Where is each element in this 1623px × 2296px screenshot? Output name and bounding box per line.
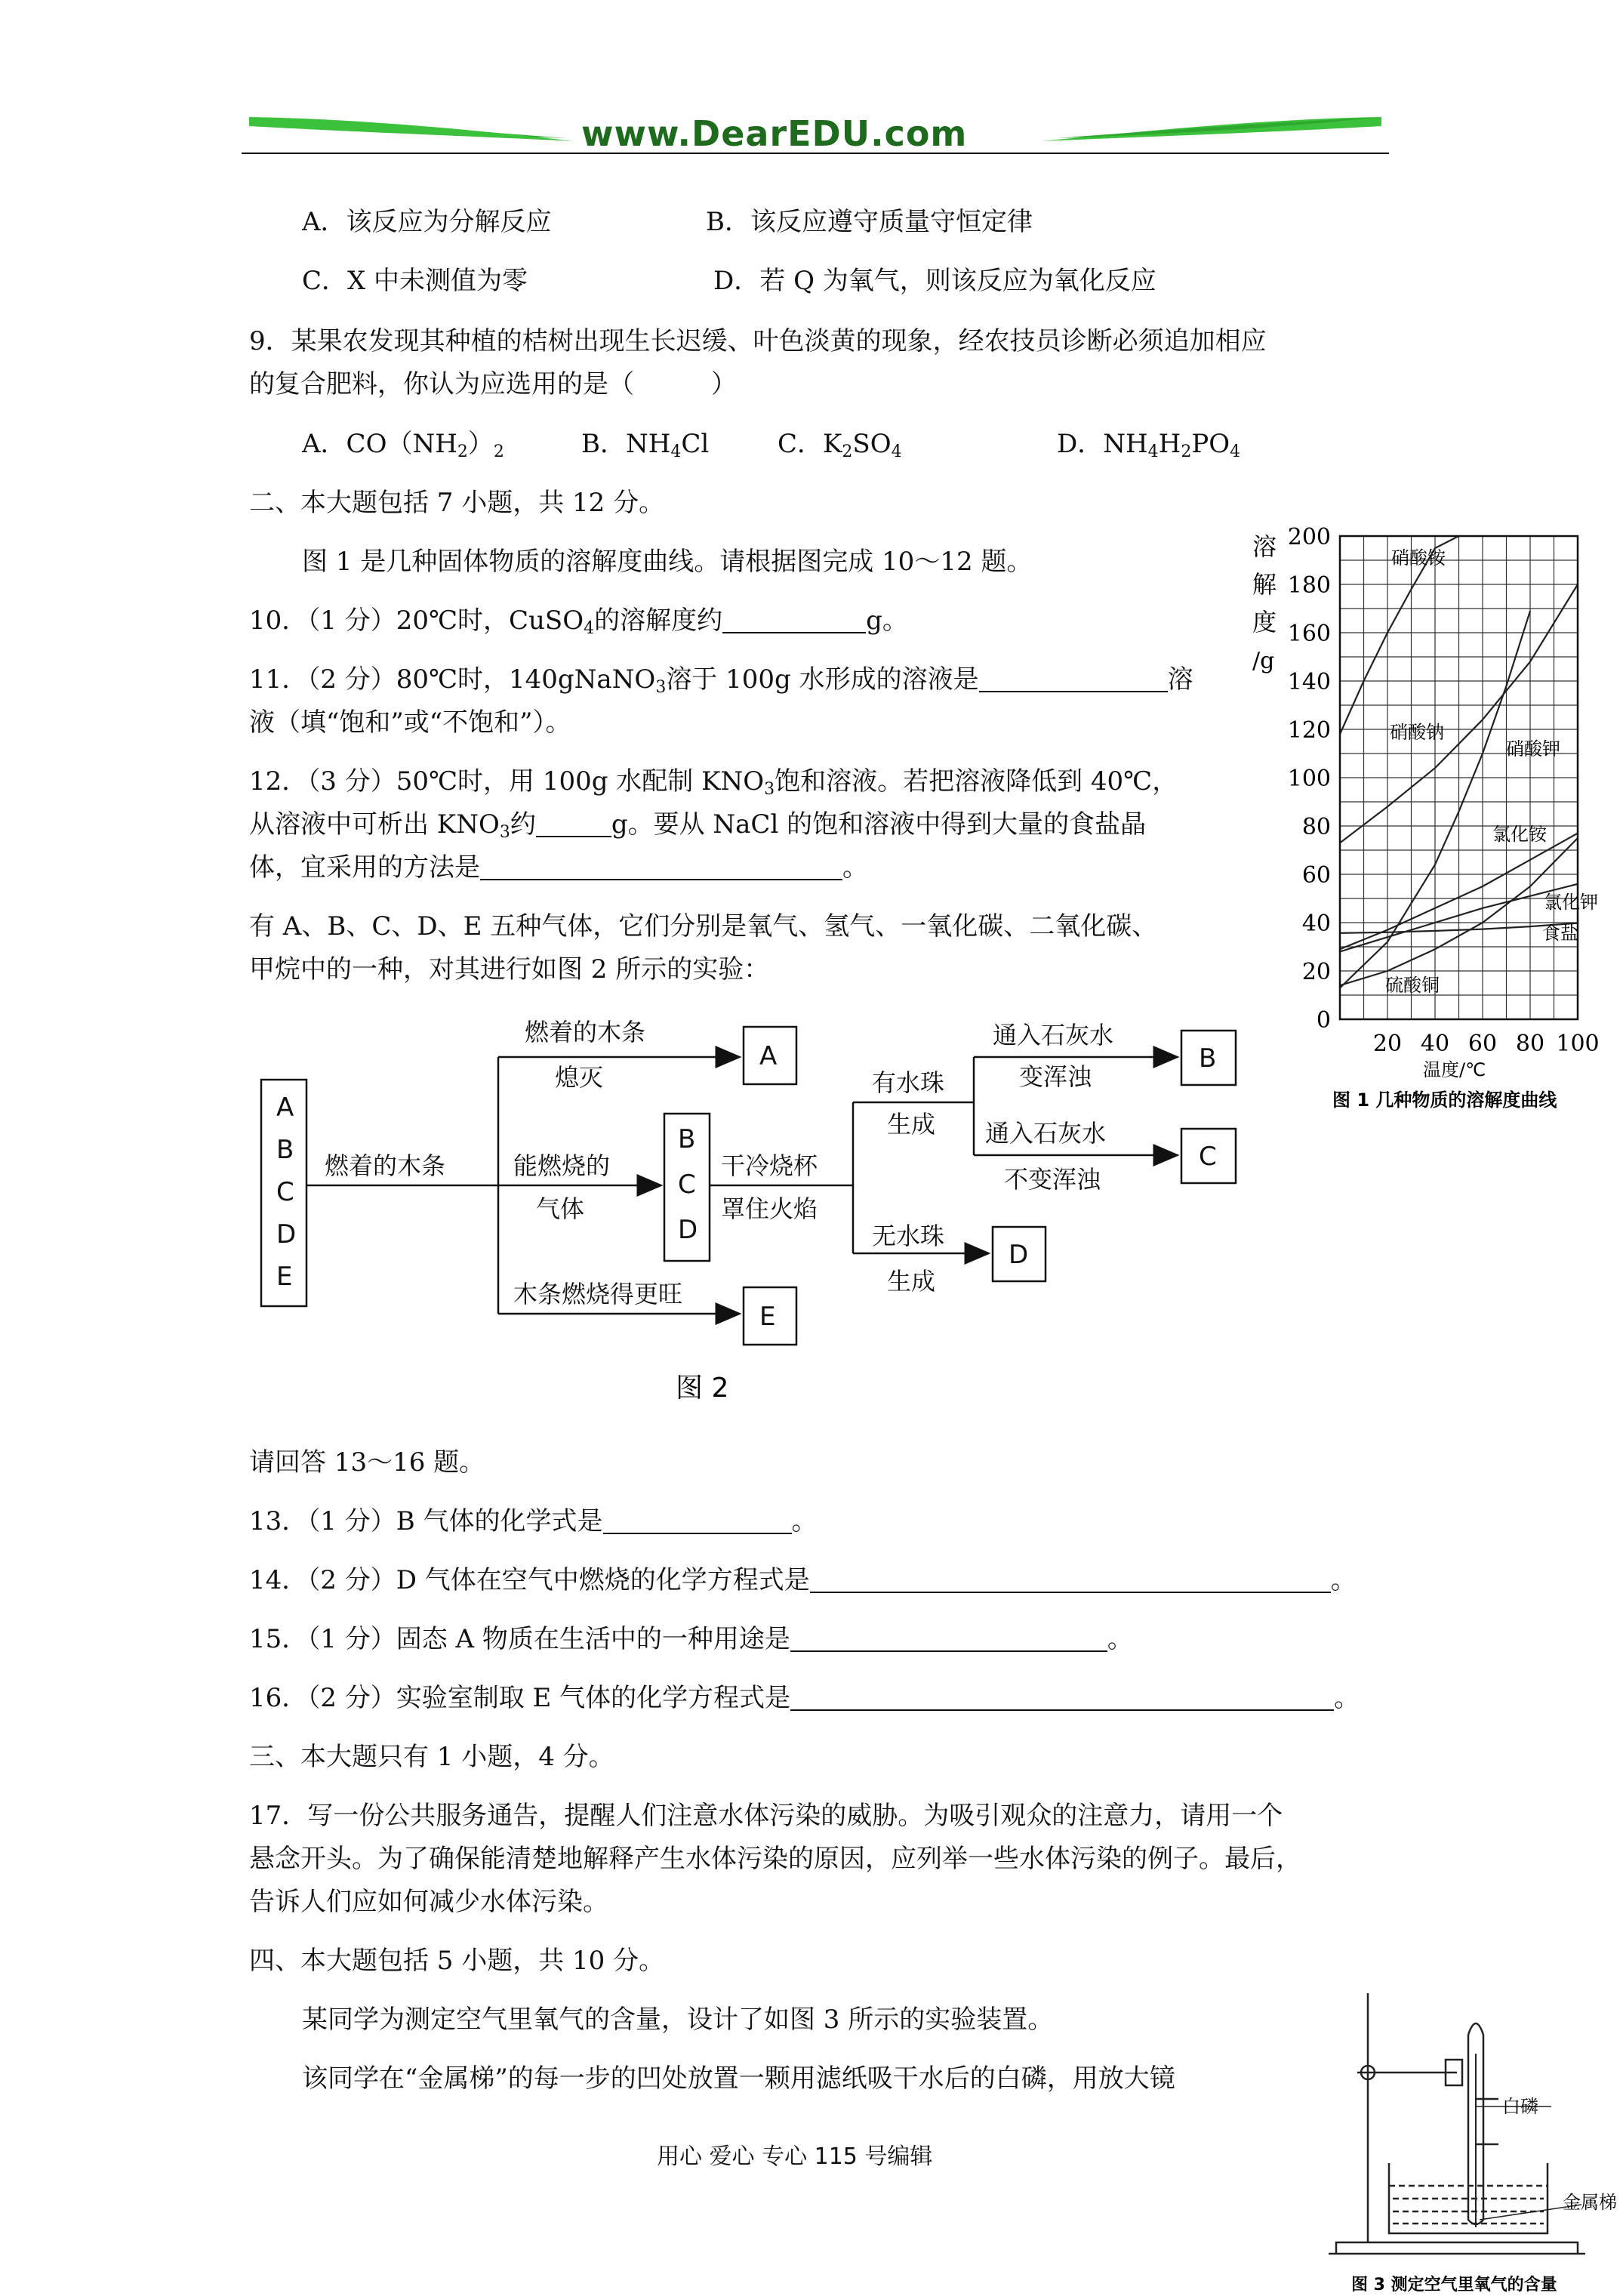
- label-metal-ladder: 金属梯: [1563, 2192, 1617, 2213]
- q8-option-a: A．该反应为分解反应: [302, 207, 552, 237]
- y-tick-label: 120: [1287, 717, 1331, 744]
- x-tick-label: 20: [1372, 1031, 1403, 1057]
- y-tick-label: 20: [1301, 959, 1331, 985]
- q16: 16．（2 分）实验室制取 E 气体的化学方程式是 。: [249, 1683, 1360, 1713]
- q13: 13．（1 分）B 气体的化学式是 。: [249, 1506, 818, 1536]
- start-letter-e: E: [276, 1262, 293, 1292]
- mid-letter-b: B: [678, 1124, 696, 1154]
- x-tick-label: 40: [1420, 1031, 1450, 1057]
- label-combustible-1: 能燃烧的: [513, 1151, 611, 1180]
- page-footer: 用心 爱心 专心 115 号编辑: [657, 2143, 933, 2170]
- y-label-char-1: 溶: [1252, 532, 1277, 561]
- label-water-1: 有水珠: [872, 1068, 945, 1097]
- label-nacl: 食盐: [1542, 923, 1578, 944]
- label-cup-1: 干冷烧杯: [721, 1151, 818, 1180]
- q17-line1: 17．写一份公共服务通告，提醒人们注意水体污染的威胁。为吸引观众的注意力，请用一个: [249, 1801, 1283, 1831]
- label-cuso4: 硫酸铜: [1385, 975, 1440, 996]
- y-tick-label: 100: [1287, 766, 1331, 792]
- figure3-apparatus: [1321, 1993, 1623, 2296]
- site-logo: www.DearEDU.com: [581, 113, 968, 154]
- q11-line1: 11．（2 分）80℃时，140gNaNO$_3$溶于 100g 水形成的溶液是 溶: [249, 664, 1193, 697]
- figure1-caption: 图 1 几种物质的溶解度曲线: [1332, 1089, 1557, 1111]
- box-b-label: B: [1199, 1043, 1217, 1074]
- section2-heading: 二、本大题包括 7 小题，共 12 分。: [249, 488, 665, 518]
- x-tick-label: 100: [1556, 1031, 1600, 1057]
- start-letter-a: A: [276, 1093, 294, 1123]
- start-letter-d: D: [276, 1219, 297, 1250]
- label-extinguish-1: 燃着的木条: [525, 1018, 646, 1046]
- y-tick-label: 80: [1301, 814, 1331, 840]
- section4-line1: 某同学为测定空气里氧气的含量，设计了如图 3 所示的实验装置。: [302, 2005, 1054, 2035]
- y-tick-label: 40: [1301, 911, 1331, 937]
- label-brighter: 木条燃烧得更旺: [513, 1280, 683, 1308]
- q14: 14．（2 分）D 气体在空气中燃烧的化学方程式是 。: [249, 1565, 1357, 1595]
- y-label-char-3: 度: [1252, 608, 1277, 636]
- figure2-caption: 图 2: [676, 1373, 729, 1404]
- box-e-label: E: [759, 1302, 776, 1332]
- q9-option-c: C．$K_2SO_4$: [778, 429, 902, 461]
- y-label-char-2: 解: [1252, 570, 1277, 599]
- label-nano3: 硝酸钠: [1390, 722, 1444, 743]
- q17-line3: 告诉人们应如何减少水体污染。: [249, 1887, 608, 1917]
- mid-letter-d: D: [678, 1215, 698, 1245]
- section3-heading: 三、本大题只有 1 小题，4 分。: [249, 1742, 614, 1772]
- q9-option-a: A．$CO(NH_2)_2$: [302, 429, 504, 461]
- box-d-label: D: [1009, 1240, 1029, 1270]
- gas-intro-line2: 甲烷中的一种，对其进行如图 2 所示的实验：: [249, 954, 770, 985]
- q13-16-intro: 请回答 13～16 题。: [249, 1447, 485, 1478]
- q17-line2: 悬念开头。为了确保能清楚地解释产生水体污染的原因，应列举一些水体污染的例子。最后，: [249, 1844, 1301, 1874]
- q11-answer-blank[interactable]: [979, 665, 1168, 692]
- q9-option-b: B．$NH_4Cl$: [581, 429, 710, 461]
- label-cup-2: 罩住火焰: [721, 1194, 818, 1223]
- label-kno3: 硝酸钾: [1506, 738, 1560, 760]
- figure1-solubility-chart: [1242, 521, 1623, 1117]
- q10-answer-blank[interactable]: [722, 606, 866, 633]
- q12-method-blank[interactable]: [480, 853, 842, 880]
- label-lime-2a: 通入石灰水: [985, 1119, 1107, 1148]
- x-tick-label: 80: [1515, 1031, 1545, 1057]
- y-tick-label: 60: [1301, 862, 1331, 889]
- label-nh4no3: 硝酸铵: [1391, 547, 1446, 569]
- q8-option-b: B．该反应遵守质量守恒定律: [706, 207, 1033, 237]
- x-tick-label: 60: [1467, 1031, 1498, 1057]
- q8-option-c: C．X 中未测值为零: [302, 266, 528, 296]
- q12-line3: 体，宜采用的方法是 。: [249, 852, 868, 883]
- section4-heading: 四、本大题包括 5 小题，共 10 分。: [249, 1946, 665, 1976]
- start-letter-c: C: [276, 1177, 294, 1207]
- y-tick-label: 160: [1287, 621, 1331, 647]
- start-letter-b: B: [276, 1135, 294, 1165]
- section2-intro: 图 1 是几种固体物质的溶解度曲线。请根据图完成 10～12 题。: [302, 547, 1033, 577]
- q9-line1: 9．某果农发现其种植的桔树出现生长迟缓、叶色淡黄的现象，经农技员诊断必须追加相应: [249, 326, 1267, 356]
- y-tick-labels: [1288, 524, 1331, 1034]
- q16-answer-blank[interactable]: [790, 1684, 1334, 1711]
- y-tick-label: 200: [1287, 524, 1331, 550]
- figure3-caption: 图 3 测定空气里氧气的含量: [1351, 2276, 1557, 2294]
- label-nowater-2: 生成: [887, 1267, 936, 1296]
- q13-answer-blank[interactable]: [603, 1507, 792, 1534]
- box-c-label: C: [1199, 1142, 1217, 1172]
- q14-answer-blank[interactable]: [810, 1566, 1331, 1593]
- label-burning-stick: 燃着的木条: [325, 1151, 446, 1180]
- q10: 10．（1 分）20℃时，CuSO$_4$的溶解度约 g。: [249, 606, 908, 638]
- gas-intro-line1: 有 A、B、C、D、E 五种气体，它们分别是氧气、氢气、一氧化碳、二氧化碳、: [249, 911, 1158, 942]
- label-white-phosphorus: 白磷: [1502, 2096, 1538, 2117]
- q9-option-d: D．$NH_4H_2PO_4$: [1057, 429, 1241, 461]
- box-a-label: A: [759, 1041, 778, 1071]
- q9-line2: 的复合肥料，你认为应选用的是（ ）: [249, 369, 737, 399]
- q11-line2: 液（填“饱和”或“不饱和”）。: [249, 707, 571, 738]
- y-tick-label: 140: [1287, 669, 1331, 695]
- label-kcl: 氯化钾: [1544, 892, 1598, 913]
- q15: 15．（1 分）固态 A 物质在生活中的一种用途是 。: [249, 1624, 1133, 1654]
- y-label-char-4: /g: [1252, 648, 1275, 674]
- q12-mass-blank[interactable]: [536, 810, 611, 837]
- label-lime-1b: 变浑浊: [1019, 1062, 1092, 1091]
- x-axis-label: 温度/℃: [1423, 1059, 1486, 1080]
- q15-answer-blank[interactable]: [790, 1625, 1107, 1652]
- q12-line1: 12．（3 分）50℃时，用 100g 水配制 $KNO_3$饱和溶液。若把溶液降低到 40℃，: [249, 766, 1178, 799]
- figure2-flow-diagram: [249, 1004, 1253, 1412]
- q8-option-d: D．若 Q 为氧气，则该反应为氧化反应: [713, 266, 1156, 296]
- mid-letter-c: C: [678, 1170, 696, 1200]
- y-tick-label: 0: [1316, 1007, 1331, 1034]
- q12-line2: 从溶液中可析出 $KNO_3$约 g。要从 NaCl 的饱和溶液中得到大量的食盐晶: [249, 809, 1147, 842]
- label-lime-2b: 不变浑浊: [1004, 1165, 1101, 1194]
- label-water-2: 生成: [887, 1110, 936, 1139]
- label-extinguish-2: 熄灭: [555, 1063, 604, 1092]
- label-lime-1a: 通入石灰水: [993, 1021, 1114, 1049]
- x-tick-labels: [1373, 1031, 1600, 1057]
- label-nowater-1: 无水珠: [872, 1222, 945, 1250]
- chart-grid: [1340, 536, 1578, 1019]
- section4-line2: 该同学在“金属梯”的每一步的凹处放置一颗用滤纸吸干水后的白磷，用放大镜: [302, 2063, 1175, 2094]
- label-combustible-2: 气体: [536, 1194, 585, 1223]
- y-tick-label: 180: [1287, 572, 1331, 599]
- label-nh4cl: 氯化铵: [1492, 824, 1547, 845]
